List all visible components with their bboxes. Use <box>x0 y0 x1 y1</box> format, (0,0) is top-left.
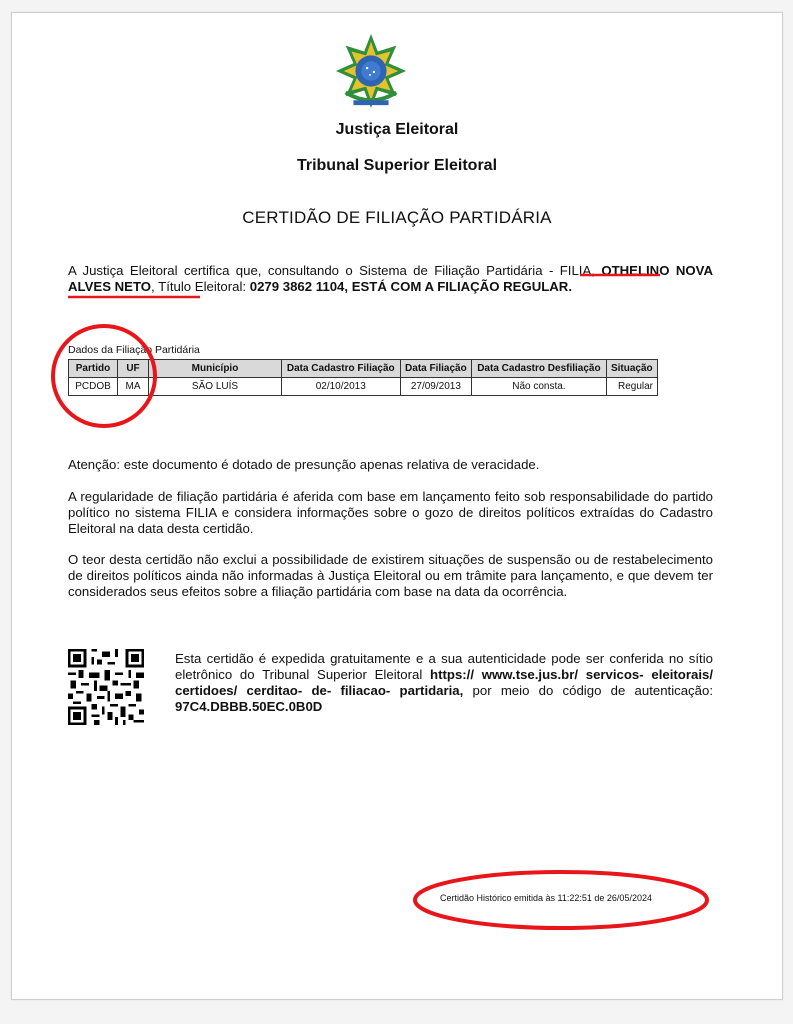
header-municipality: Município <box>149 360 282 378</box>
cell-status: Regular <box>606 378 657 396</box>
cell-filiation-date: 27/09/2013 <box>400 378 472 396</box>
brasao-da-republica-icon <box>332 31 410 111</box>
emission-timestamp: Certidão Histórico emitida às 11:22:51 de 26/05/2024 <box>440 893 652 903</box>
cert-intro: A Justiça Eleitoral certifica que, consultando o Sistema de Filiação Partidária - FILIA, <box>68 263 595 278</box>
table-caption: Dados da Filiação Partidária <box>68 344 200 356</box>
certification-text <box>68 263 713 295</box>
header-uf: UF <box>118 360 149 378</box>
filiation-status: , ESTÁ COM A FILIAÇÃO REGULAR. <box>344 279 572 294</box>
header-status: Situação <box>606 360 657 378</box>
cell-municipality: SÃO LUÍS <box>149 378 282 396</box>
certificate-page <box>11 12 783 1000</box>
qr-code-icon <box>68 649 144 725</box>
authenticity-note <box>175 651 713 715</box>
filiation-table <box>68 359 658 396</box>
cell-uf: MA <box>118 378 149 396</box>
header-registration-date: Data Cadastro Filiação <box>282 360 401 378</box>
title-label: , Título Eleitoral: <box>151 279 247 294</box>
content-note: O teor desta certidão não exclui a possibilidade de existirem situações de suspensão ou de restabelecimento de direitos políticos ainda não informadas à Justiça Eleitoral ou em trâmite para lançamento, e que devem ter considerados seus efeitos sobre a filiação partidária com base na data da ocorrência. <box>68 552 713 599</box>
elector-name: OTHELINO NOVA ALVES NETO <box>68 263 713 294</box>
header-party: Partido <box>69 360 118 378</box>
authentication-code: 97C4.DBBB.50EC.0B0D <box>175 699 323 714</box>
code-label: por meio do código de autenticação: <box>472 683 713 698</box>
attention-note: Atenção: este documento é dotado de presunção apenas relativa de veracidade. <box>68 457 540 472</box>
header-disaffiliation-date: Data Cadastro Desfiliação <box>472 360 606 378</box>
table-header-row <box>69 360 658 378</box>
cell-registration-date: 02/10/2013 <box>282 378 401 396</box>
organization-name: Justiça Eleitoral <box>335 121 459 138</box>
cell-disaffiliation-date: Não consta. <box>472 378 606 396</box>
table-row <box>69 378 658 396</box>
title-number: 0279 3862 1104 <box>249 279 345 294</box>
court-name: Tribunal Superior Eleitoral <box>296 157 498 174</box>
header-filiation-date: Data Filiação <box>400 360 472 378</box>
cell-party: PCDOB <box>69 378 118 396</box>
regularity-note: A regularidade de filiação partidária é aferida com base em lançamento feito sob responsabilidade do partido político no sistema FILIA e considera informações sobre o gozo de direitos políticos extraídas do Cadastro Eleitoral na data desta certidão. <box>68 489 713 536</box>
document-title: CERTIDÃO DE FILIAÇÃO PARTIDÁRIA <box>242 208 552 227</box>
verification-link[interactable]: https:// www.tse.jus.br/ servicos- eleitorais/ certidoes/ cerditao- de- filiacao- partidaria, <box>175 667 713 698</box>
authenticity-text: Esta certidão é expedida gratuitamente e a sua autenticidade pode ser conferida no sítio eletrônico do Tribunal Superior Eleitoral <box>175 651 713 682</box>
